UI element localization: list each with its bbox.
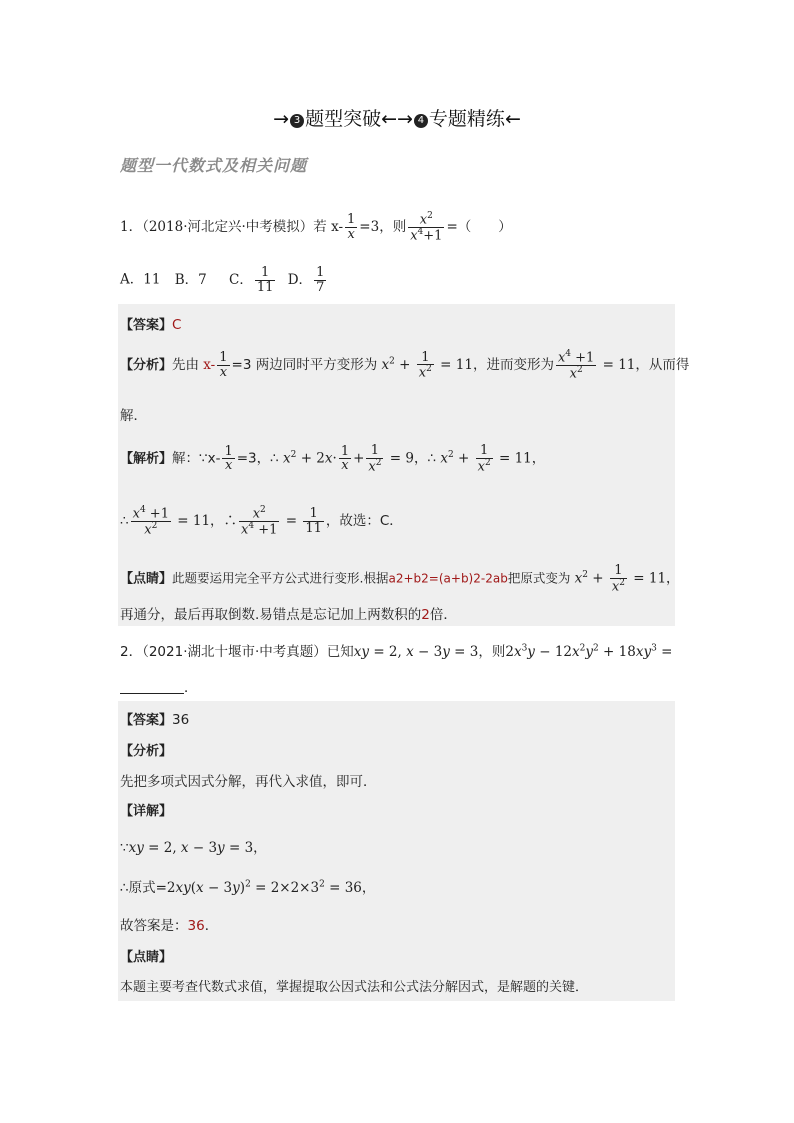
option-d: D．: [287, 271, 313, 288]
option-a: A．11: [120, 271, 161, 288]
page-title: [0, 104, 794, 131]
solution-frac-4: $\frac{1}{x^2}$: [477, 443, 491, 474]
comment-text-2: 把原式变为: [507, 570, 571, 586]
q2-dot: ．: [184, 680, 198, 696]
analysis-text-1: 先由: [172, 356, 200, 373]
solution-frac-6: $\frac{x^2}{x^4 +1}$: [241, 505, 278, 538]
option-d-fraction: $\frac{1}{7}$: [316, 265, 325, 295]
q2-analysis-text: 先把多项式因式分解，再代入求值，即可．: [120, 774, 377, 790]
analysis-frac-3: $\frac{x^4 +1}{x^2}$: [557, 349, 595, 382]
q1-comment-2: [120, 603, 457, 623]
comment-frac: $\frac{1}{x^2}$: [611, 563, 625, 594]
solution-text-3: ，∴: [413, 450, 437, 467]
q1-solution-2: ∴ $\frac{x^4 +1}{x^2}$ = 11，∴ $\frac{x^2}{x^4 +1}$ = $\frac{1}{11}$ ，故选：C．: [120, 505, 403, 538]
section-heading: 题型一代数式及相关问题: [120, 156, 308, 175]
title-part-2: 专题精练: [428, 108, 505, 130]
q2-detail-1: ∵xy = 2, x − 3y = 3，: [120, 840, 267, 856]
q2-comment-label-row: [120, 946, 172, 965]
analysis-frac-2: $\frac{1}{x^2}$: [418, 349, 432, 381]
question-2: 2．（2021·湖北十堰市·中考真题）已知xy = 2, x − 3y = 3，则$2x^3y - 12x^2y^2 + 18xy^3$ =: [120, 643, 673, 660]
q1-solution: 【解析】解：∵x- $\frac{1}{x}$ =3，∴ $x^2 + 2x\cdot$ $\frac{1}{x}$ + $\frac{1}{x^2}$ = 9，∴ $x^2$ + $\frac{1}{x^2}$ = 11，: [120, 443, 546, 474]
q2-detail-original: ∴原式=: [120, 880, 167, 896]
arrow-middle: ←→: [381, 108, 413, 130]
q2-analysis-label-row: [120, 740, 172, 759]
circled-four-badge: 4: [414, 114, 428, 128]
arrow-right: ←: [504, 108, 521, 130]
solution-frac-2: $\frac{1}{x}$: [340, 443, 350, 474]
q1-analysis: 【分析】先由 x- $\frac{1}{x}$ =3 两边同时平方变形为 $x^2$ + $\frac{1}{x^2}$ = 11，进而变形为 $\frac{x^4 +1}{x^2}$ = 11，从而得: [120, 349, 690, 382]
solution-text-1: 解：∵x-: [172, 450, 221, 467]
question-1-options: [120, 266, 328, 294]
q2-answer: [120, 709, 189, 728]
q2-detail-because: ∵: [120, 840, 129, 856]
frac-x2-over-x4-plus-1: $\frac{x^2}{x^4+1}$: [410, 211, 443, 244]
analysis-frac-1: $\frac{1}{x}$: [219, 350, 228, 380]
question-1: [120, 212, 512, 243]
q2-detail-label-row: [120, 800, 172, 819]
arrow-left: →: [273, 108, 290, 130]
q2-comment-label: 【点睛】: [120, 950, 173, 965]
q2-detail-2: ∴原式$=2xy(x - 3y)^2 = 2\times 2\times 3^2 = 36$，: [120, 879, 376, 896]
analysis-text-3: ，进而变形为: [472, 356, 554, 373]
q1-prefix: 1．（2018·河北定兴·中考模拟）若 x-: [120, 218, 344, 235]
analysis-text-4: ，从而得: [635, 356, 690, 373]
circled-three-badge: 3: [290, 114, 304, 128]
solution-text-4: ，故选：C．: [325, 512, 403, 529]
q2-detail-result: 故答案是：: [120, 918, 188, 934]
q2-detail-3: [120, 914, 218, 934]
analysis-text-2: =3 两边同时平方变形为: [231, 356, 378, 373]
solution-label: 【解析】: [120, 451, 173, 467]
title-part-1: 题型突破: [305, 108, 382, 130]
q2-blank-line: [120, 676, 198, 696]
q1-condition: =3，则: [359, 218, 407, 235]
q2-analysis-label: 【分析】: [120, 744, 173, 759]
option-c-fraction: $\frac{1}{11}$: [256, 265, 274, 295]
q2-prefix: 2．（2021·湖北十堰市·中考真题）已知: [120, 644, 354, 660]
comment-text-1: 此题要运用完全平方公式进行变形.根据: [172, 570, 389, 586]
q2-detail-label: 【详解】: [120, 804, 173, 819]
comment-label: 【点睛】: [120, 571, 173, 587]
frac-1-over-x: $\frac{1}{x}$: [347, 212, 356, 242]
q2-mid: ，则: [478, 644, 506, 660]
option-b: B．7: [174, 271, 207, 288]
q2-answer-label: 【答案】: [120, 713, 173, 728]
comment-red-2: 2: [421, 607, 430, 623]
q2-detail-result-value: 36: [187, 918, 205, 934]
solution-frac-7: $\frac{1}{11}$: [305, 506, 322, 536]
analysis-label: 【分析】: [120, 357, 173, 373]
q1-tail: =（ ）: [446, 218, 512, 235]
q2-comment-text: 本题主要考查代数式求值，掌握提取公因式法和公式法分解因式，是解题的关键．: [120, 980, 589, 995]
solution-frac-5: $\frac{x^4 +1}{x^2}$: [132, 505, 169, 538]
comment-text-3: 再通分，最后再取倒数.易错点是忘记加上两数积的: [120, 607, 422, 623]
answer-label: 【答案】: [120, 318, 173, 333]
option-c: C．: [229, 271, 253, 288]
q1-answer: [120, 314, 181, 333]
comment-text-4: 倍．: [429, 607, 457, 623]
q2-answer-value: 36: [172, 712, 190, 728]
answer-blank: [120, 681, 184, 694]
q2-detail-result-end: ．: [204, 918, 219, 934]
analysis-text-5: 解．: [120, 408, 147, 424]
answer-value: C: [172, 317, 182, 333]
comment-formula: a2+b2=(a+b)2-2ab: [388, 571, 508, 586]
solution-frac-3: $\frac{1}{x^2}$: [368, 443, 382, 474]
q1-comment: 【点睛】此题要运用完全平方公式进行变形.根据a2+b2=(a+b)2-2ab把原式变为 $x^2$ + $\frac{1}{x^2}$ = 11，: [120, 563, 680, 594]
solution-frac-1: $\frac{1}{x}$: [224, 443, 233, 474]
solution-text-2: =3，∴: [236, 450, 279, 467]
